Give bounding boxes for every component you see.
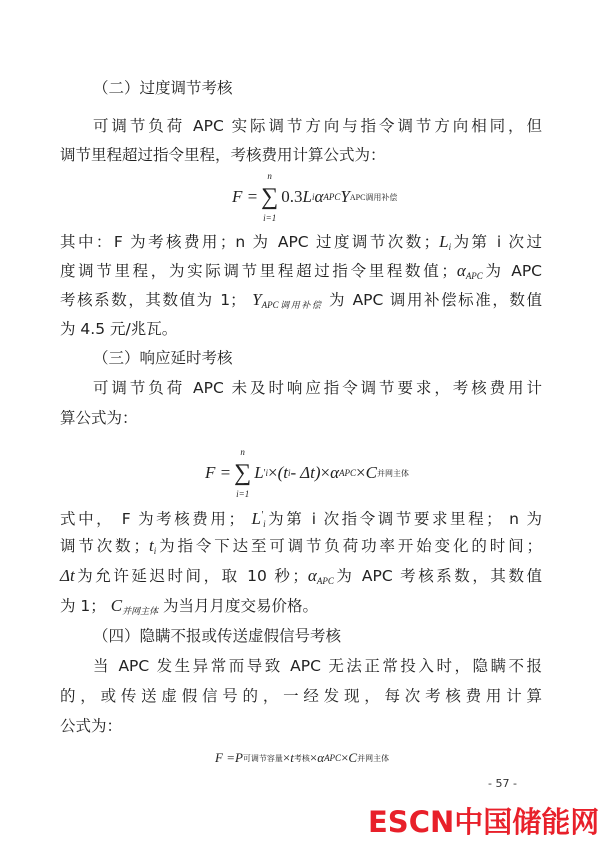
inline-math: Δt	[60, 566, 75, 585]
var-alpha: α	[314, 187, 324, 206]
paragraph-line: 算公式为：	[60, 409, 138, 427]
formula-over-regulation: F = n ∑ i=1 0.3 L i α APC Y APC调用补偿	[232, 171, 398, 223]
var-C: C	[348, 750, 358, 765]
formula-lhs: F =	[215, 750, 235, 765]
inline-math: $\alpha_{APC}$	[307, 566, 334, 586]
paragraph-line: Δt为允许延迟时间，取 10 秒；$\alpha_{APC}$为 APC 考核系数，其数值	[60, 566, 542, 586]
section-heading-4: （四）隐瞒不报或传送虚假信号考核	[93, 627, 342, 645]
var-t: t	[290, 750, 294, 765]
var-alpha: α	[317, 750, 325, 765]
watermark-logo: ESCN中国储能网	[368, 805, 600, 839]
coefficient: 0.3	[281, 187, 303, 206]
var-alpha: α	[330, 463, 340, 482]
var-L: L	[254, 463, 264, 482]
inline-math: $t_i$	[148, 536, 157, 556]
paragraph-line: 度调节里程，为实际调节里程超过指令里程数值；$\alpha_{APC}$为 APC	[60, 261, 542, 281]
inline-math: $Y_{APC调用补偿}$	[252, 290, 323, 310]
inline-math: $L_i$	[439, 232, 452, 252]
sigma-symbol: ∑	[261, 184, 279, 210]
paragraph-line: 调节次数；$t_i$为指令下达至可调节负荷功率开始变化的时间；	[60, 536, 542, 556]
paragraph-line: 可调节负荷 APC 实际调节方向与指令调节方向相同，但	[93, 117, 542, 135]
sum-lower-limit: i=1	[263, 213, 277, 223]
inline-math: $\alpha_{APC}$	[456, 261, 483, 281]
sigma-symbol: ∑	[234, 460, 252, 486]
paragraph-line: 考核系数，其数值为 1； $Y_{APC调用补偿}$ 为 APC 调用补偿标准，数值	[60, 290, 543, 310]
section-heading-3: （三）响应延时考核	[93, 349, 233, 367]
formula-false-signal: F = P 可调节容量 × t 考核 × α APC × C 并网主体	[215, 750, 390, 765]
sum-upper-limit: n	[240, 447, 245, 457]
paragraph-line: 为 4.5 元/兆瓦。	[60, 320, 178, 338]
paragraph-line: 为 1； $C_{并网主体}$ 为当月月度交易价格。	[60, 596, 319, 616]
section-heading-2: （二）过度调节考核	[93, 79, 233, 97]
page-number: - 57 -	[488, 777, 517, 790]
paragraph-line: 调节里程超过指令里程，考核费用计算公式为：	[60, 146, 386, 164]
formula-lhs: F =	[205, 463, 232, 482]
var-P: P	[234, 750, 243, 765]
summation	[261, 170, 278, 224]
sum-upper-limit: n	[267, 171, 272, 181]
paragraph-line: 当 APC 发生异常而导致 APC 无法正常投入时，隐瞒不报	[93, 657, 542, 675]
var-Y: Y	[340, 187, 350, 206]
summation	[234, 446, 251, 500]
paragraph-line: 其中：F 为考核费用；n 为 APC 过度调节次数；$L_i$为第 i 次过	[60, 232, 542, 252]
formula-response-delay: F = n ∑ i=1 L ' i × (t i - Δt) × α APC × C 并网主体	[205, 447, 409, 499]
paragraph-line: 公式为：	[60, 717, 123, 735]
paragraph-line: 式中， F 为考核费用； $L'_i$为第 i 次指令调节要求里程； n 为	[60, 509, 543, 529]
var-L: L	[302, 187, 312, 206]
inline-math: $C_{并网主体}$	[110, 596, 159, 616]
var-C: C	[365, 463, 377, 482]
paragraph-line: 的，或传送虚假信号的，一经发现，每次考核费用计算	[60, 687, 542, 705]
formula-lhs: F =	[232, 187, 259, 206]
sum-lower-limit: i=1	[236, 489, 250, 499]
paragraph-line: 可调节负荷 APC 未及时响应指令调节要求，考核费用计	[93, 379, 542, 397]
inline-math: $L'_i$	[251, 509, 266, 529]
